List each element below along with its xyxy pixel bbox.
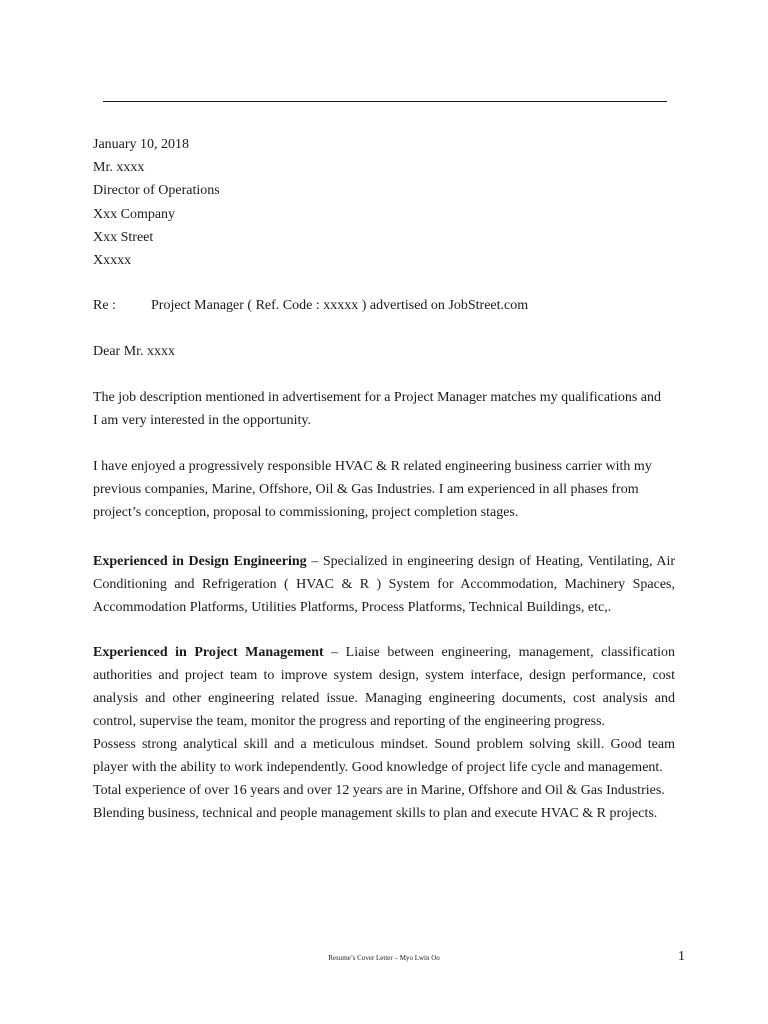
subject-line (93, 294, 528, 317)
design-line1-text: – Specialized in engineering design of Heating, Ventilating, Air (306, 554, 675, 569)
paragraph-line: authorities and project team to improve system design, system interface, design performance, cost (93, 668, 675, 683)
paragraph-line (93, 550, 675, 573)
recipient-city: Xxxxx (93, 253, 132, 269)
design-heading: Experienced in Design Engineering (93, 554, 307, 569)
paragraph-line: I have enjoyed a progressively responsible HVAC & R related engineering business carrier with my (93, 459, 652, 474)
recipient-company: Xxx Company (93, 206, 176, 222)
subject-text: Project Manager ( Ref. Code : xxxxx ) advertised on JobStreet.com (151, 298, 529, 313)
paragraph-line: previous companies, Marine, Offshore, Oil & Gas Industries. I am experienced in all phases from (93, 482, 639, 497)
header-rule (103, 101, 667, 102)
paragraph-experience (93, 455, 675, 524)
paragraph-line: player with the ability to work independently. Good knowledge of project life cycle and management. (93, 760, 663, 775)
paragraph-line: Conditioning and Refrigeration ( HVAC & R ) System for Accommodation, Machinery Spaces, (93, 577, 675, 592)
paragraph-line (93, 641, 675, 664)
pm-line1-text: – Liaise between engineering, management, classification (323, 645, 675, 660)
footer-caption: Resume’s Cover Letter – Myo Lwin Oo (328, 954, 440, 962)
recipient-street: Xxx Street (93, 229, 154, 245)
paragraph-line: project’s conception, proposal to commissioning, project completion stages. (93, 505, 519, 520)
paragraph-design-engineering (93, 550, 675, 619)
salutation: Dear Mr. xxxx (93, 344, 176, 359)
paragraph-line: Accommodation Platforms, Utilities Platforms, Process Platforms, Technical Buildings, etc,. (93, 600, 612, 615)
paragraph-intro (93, 386, 675, 432)
paragraph-line: Possess strong analytical skill and a meticulous mindset. Sound problem solving skill. Good team (93, 737, 675, 752)
paragraph-line: control, supervise the team, monitor the progress and reporting of the engineering progress. (93, 714, 606, 729)
paragraph-line: The job description mentioned in advertisement for a Project Manager matches my qualifications and (93, 390, 661, 405)
letter-date: January 10, 2018 (93, 137, 190, 152)
paragraph-line: Blending business, technical and people management skills to plan and execute HVAC & R projects. (93, 806, 658, 821)
pm-heading: Experienced in Project Management (93, 645, 324, 660)
page-number: 1 (678, 949, 685, 964)
address-block (93, 133, 220, 272)
paragraph-line: I am very interested in the opportunity. (93, 413, 311, 428)
recipient-name: Mr. xxxx (93, 160, 145, 176)
paragraph-project-management (93, 641, 675, 825)
paragraph-line: Total experience of over 16 years and over 12 years are in Marine, Offshore and Oil & Gas Industries. (93, 783, 665, 798)
subject-label: Re : (93, 298, 116, 313)
paragraph-line: analysis and other engineering related issue. Managing engineering documents, cost analysis and (93, 691, 675, 706)
recipient-title: Director of Operations (93, 183, 220, 199)
